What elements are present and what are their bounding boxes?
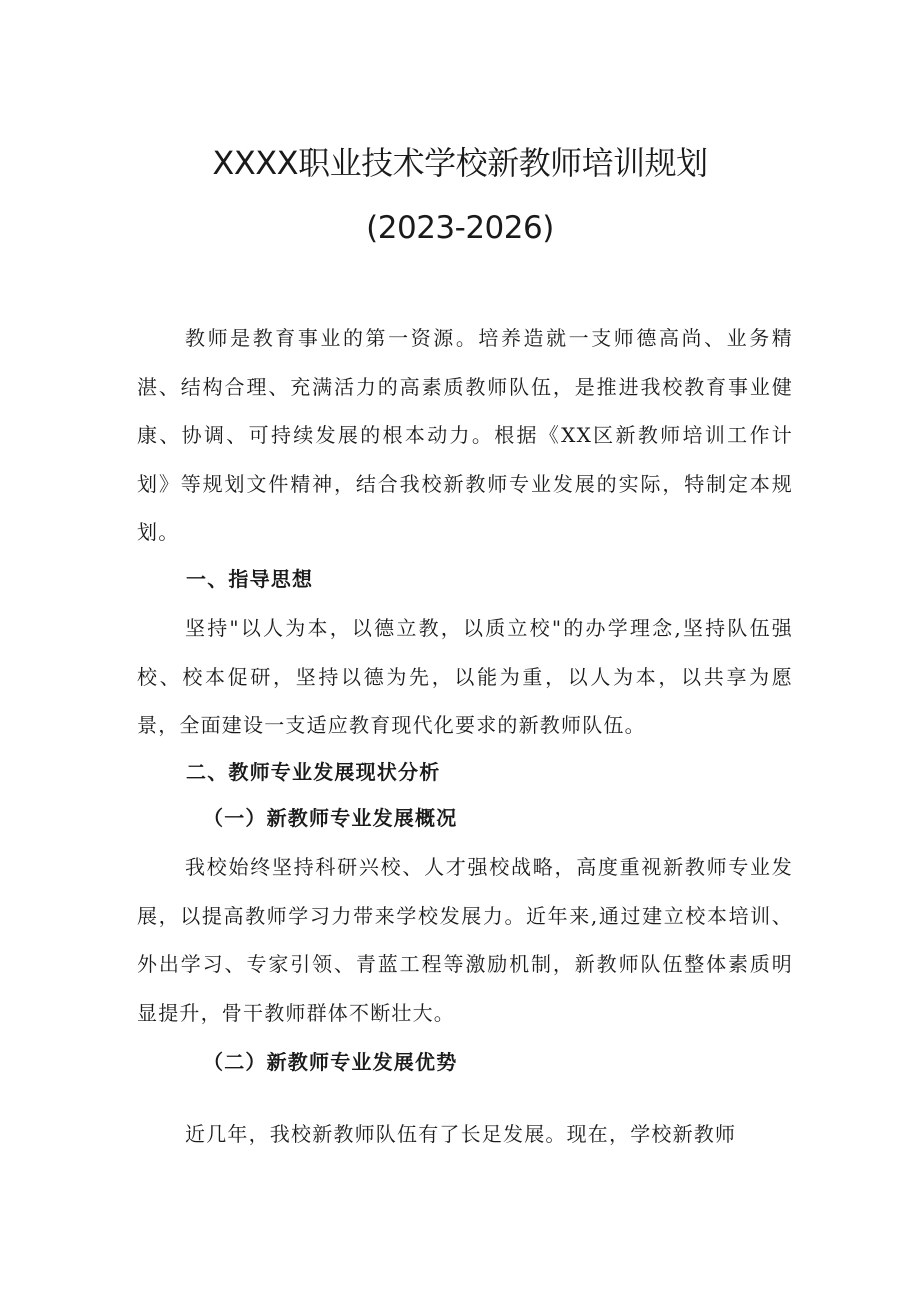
advantages-paragraph: 近几年，我校新教师队伍有了长足发展。现在，学校新教师 bbox=[185, 1122, 737, 1146]
subsection-heading-overview: （一）新教师专业发展概况 bbox=[203, 806, 458, 830]
intro-paragraph: 教师是教育事业的第一资源。培养造就一支师德高尚、业务精湛、结构合理、充满活力的高素质教师队伍，是推进我校教育事业健康、协调、可持续发展的根本动力。根据《XX区新教师培训工作计划》等规划文件精神，结合我校新教师专业发展的实际，特制定本规划。 bbox=[137, 326, 793, 544]
section-heading-guiding-ideology: 一、指导思想 bbox=[186, 567, 314, 591]
subsection-heading-advantages: （二）新教师专业发展优势 bbox=[203, 1050, 458, 1074]
guiding-ideology-paragraph: 坚持"以人为本，以德立教，以质立校"的办学理念,坚持队伍强校、校本促研，坚持以德为先，以能为重，以人为本，以共享为愿景，全面建设一支适应教育现代化要求的新教师队伍。 bbox=[137, 616, 793, 737]
overview-paragraph: 我校始终坚持科研兴校、人才强校战略，高度重视新教师专业发展，以提高教师学习力带来学校发展力。近年来,通过建立校本培训、外出学习、专家引领、青蓝工程等激励机制，新教师队伍整体素质明显提升，骨干教师群体不断壮大。 bbox=[137, 855, 793, 1025]
document-title: XXXX职业技术学校新教师培训规划 bbox=[212, 144, 708, 182]
document-subtitle: (2023-2026) bbox=[366, 210, 554, 246]
section-heading-status-analysis: 二、教师专业发展现状分析 bbox=[186, 760, 441, 784]
